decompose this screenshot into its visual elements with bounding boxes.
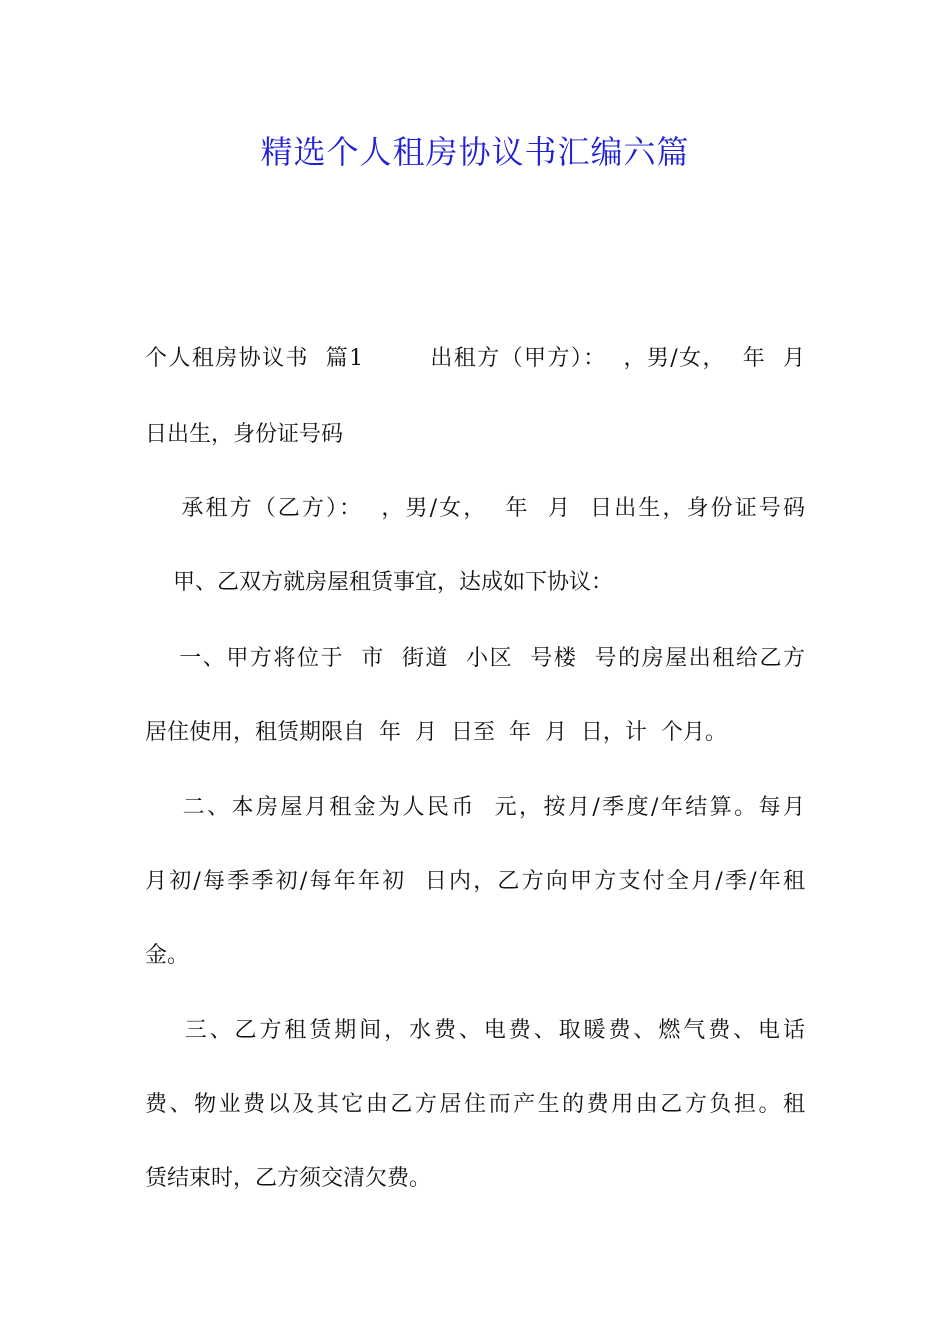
text-line: 金。 <box>145 943 190 968</box>
document-title: 精选个人租房协议书汇编六篇 <box>260 133 690 171</box>
text-line: 三、乙方租赁期间，水费、电费、取暖费、燃气费、电话 <box>145 1018 805 1043</box>
text-line: 费、物业费以及其它由乙方居住而产生的费用由乙方负担。租 <box>145 1092 805 1117</box>
text-line: 日出生，身份证号码 <box>145 422 344 447</box>
text-line: 一、甲方将位于 市 街道 小区 号楼 号的房屋出租给乙方 <box>145 646 805 671</box>
text-line: 甲、乙双方就房屋租赁事宜，达成如下协议： <box>145 570 613 595</box>
text-line: 个人租房协议书 篇1 出租方（甲方）： ，男/女， 年 月 <box>145 346 805 371</box>
text-line: 二、本房屋月租金为人民币 元，按月/季度/年结算。每月 <box>145 795 805 820</box>
text-line: 赁结束时，乙方须交清欠费。 <box>145 1166 432 1191</box>
text-line: 承租方（乙方）： ，男/女， 年 月 日出生，身份证号码 <box>145 496 805 521</box>
text-line: 居住使用，租赁期限自 年 月 日至 年 月 日，计 个月。 <box>145 720 727 745</box>
text-line: 月初/每季季初/每年年初 日内，乙方向甲方支付全月/季/年租 <box>145 869 805 894</box>
